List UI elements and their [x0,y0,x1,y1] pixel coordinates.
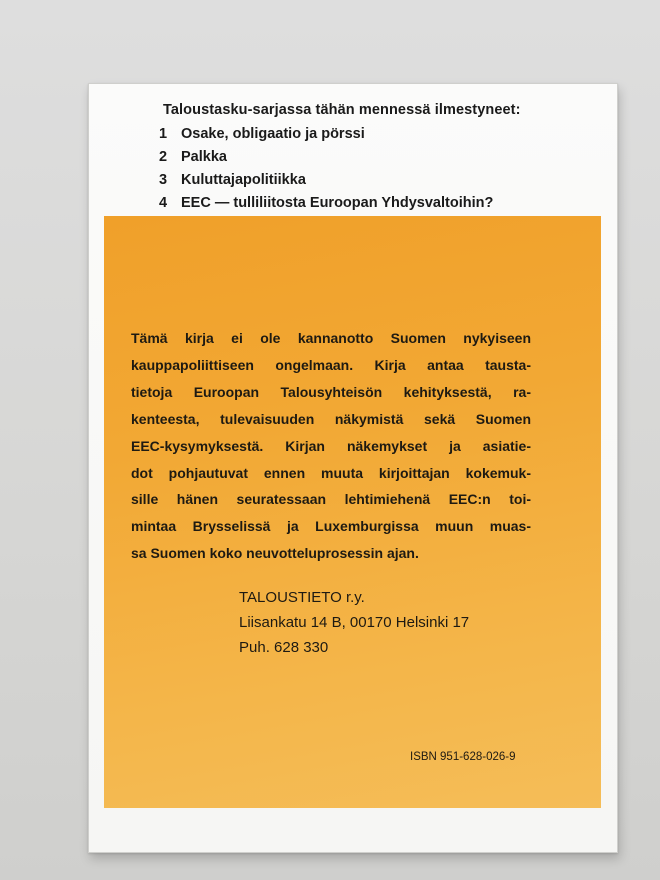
series-item-number: 4 [159,195,168,211]
series-item-title: Palkka [181,149,227,165]
series-item [159,149,493,172]
series-item-title: EEC — tulliliitosta Euroopan Yhdysvaltoihin? [181,195,494,211]
description-line: kenteesta, tulevaisuuden näkymistä sekä Suomen [131,410,531,427]
series-item [159,172,493,195]
series-item-number: 1 [159,126,168,142]
series-heading: Taloustasku-sarjassa tähän mennessä ilmestyneet: [163,102,521,118]
series-item-title: Kuluttajapolitiikka [181,172,306,188]
description-line: dot pohjautuvat ennen muuta kirjoittajan kokemuk- [131,464,531,481]
book-description [131,325,531,567]
description-line: tietoja Euroopan Talousyhteisön kehityksestä, ra- [131,383,531,400]
series-item [159,195,493,218]
description-line: Tämä kirja ei ole kannanotto Suomen nykyiseen [131,330,531,346]
description-line: sille hänen seuratessaan lehtimiehenä EEC:n toi- [131,491,531,508]
series-list [159,126,493,218]
description-line: mintaa Brysselissä ja Luxemburgissa muun muas- [131,518,531,535]
series-item-title: Osake, obligaatio ja pörssi [181,126,365,142]
publisher-block [239,585,469,660]
series-item [159,126,493,149]
description-line: kauppapoliittiseen ongelmaan. Kirja antaa tausta- [131,356,531,373]
description-line: sa Suomen koko neuvotteluprosessin ajan. [131,545,419,562]
publisher-phone: Puh. 628 330 [239,639,329,656]
publisher-address: Liisankatu 14 B, 00170 Helsinki 17 [239,614,470,631]
description-line: EEC-kysymyksestä. Kirjan näkemykset ja asiatie- [131,437,531,454]
publisher-name: TALOUSTIETO r.y. [239,589,365,606]
series-item-number: 2 [159,149,168,165]
series-item-number: 3 [159,172,168,188]
isbn-label: ISBN 951-628-026-9 [410,751,516,763]
